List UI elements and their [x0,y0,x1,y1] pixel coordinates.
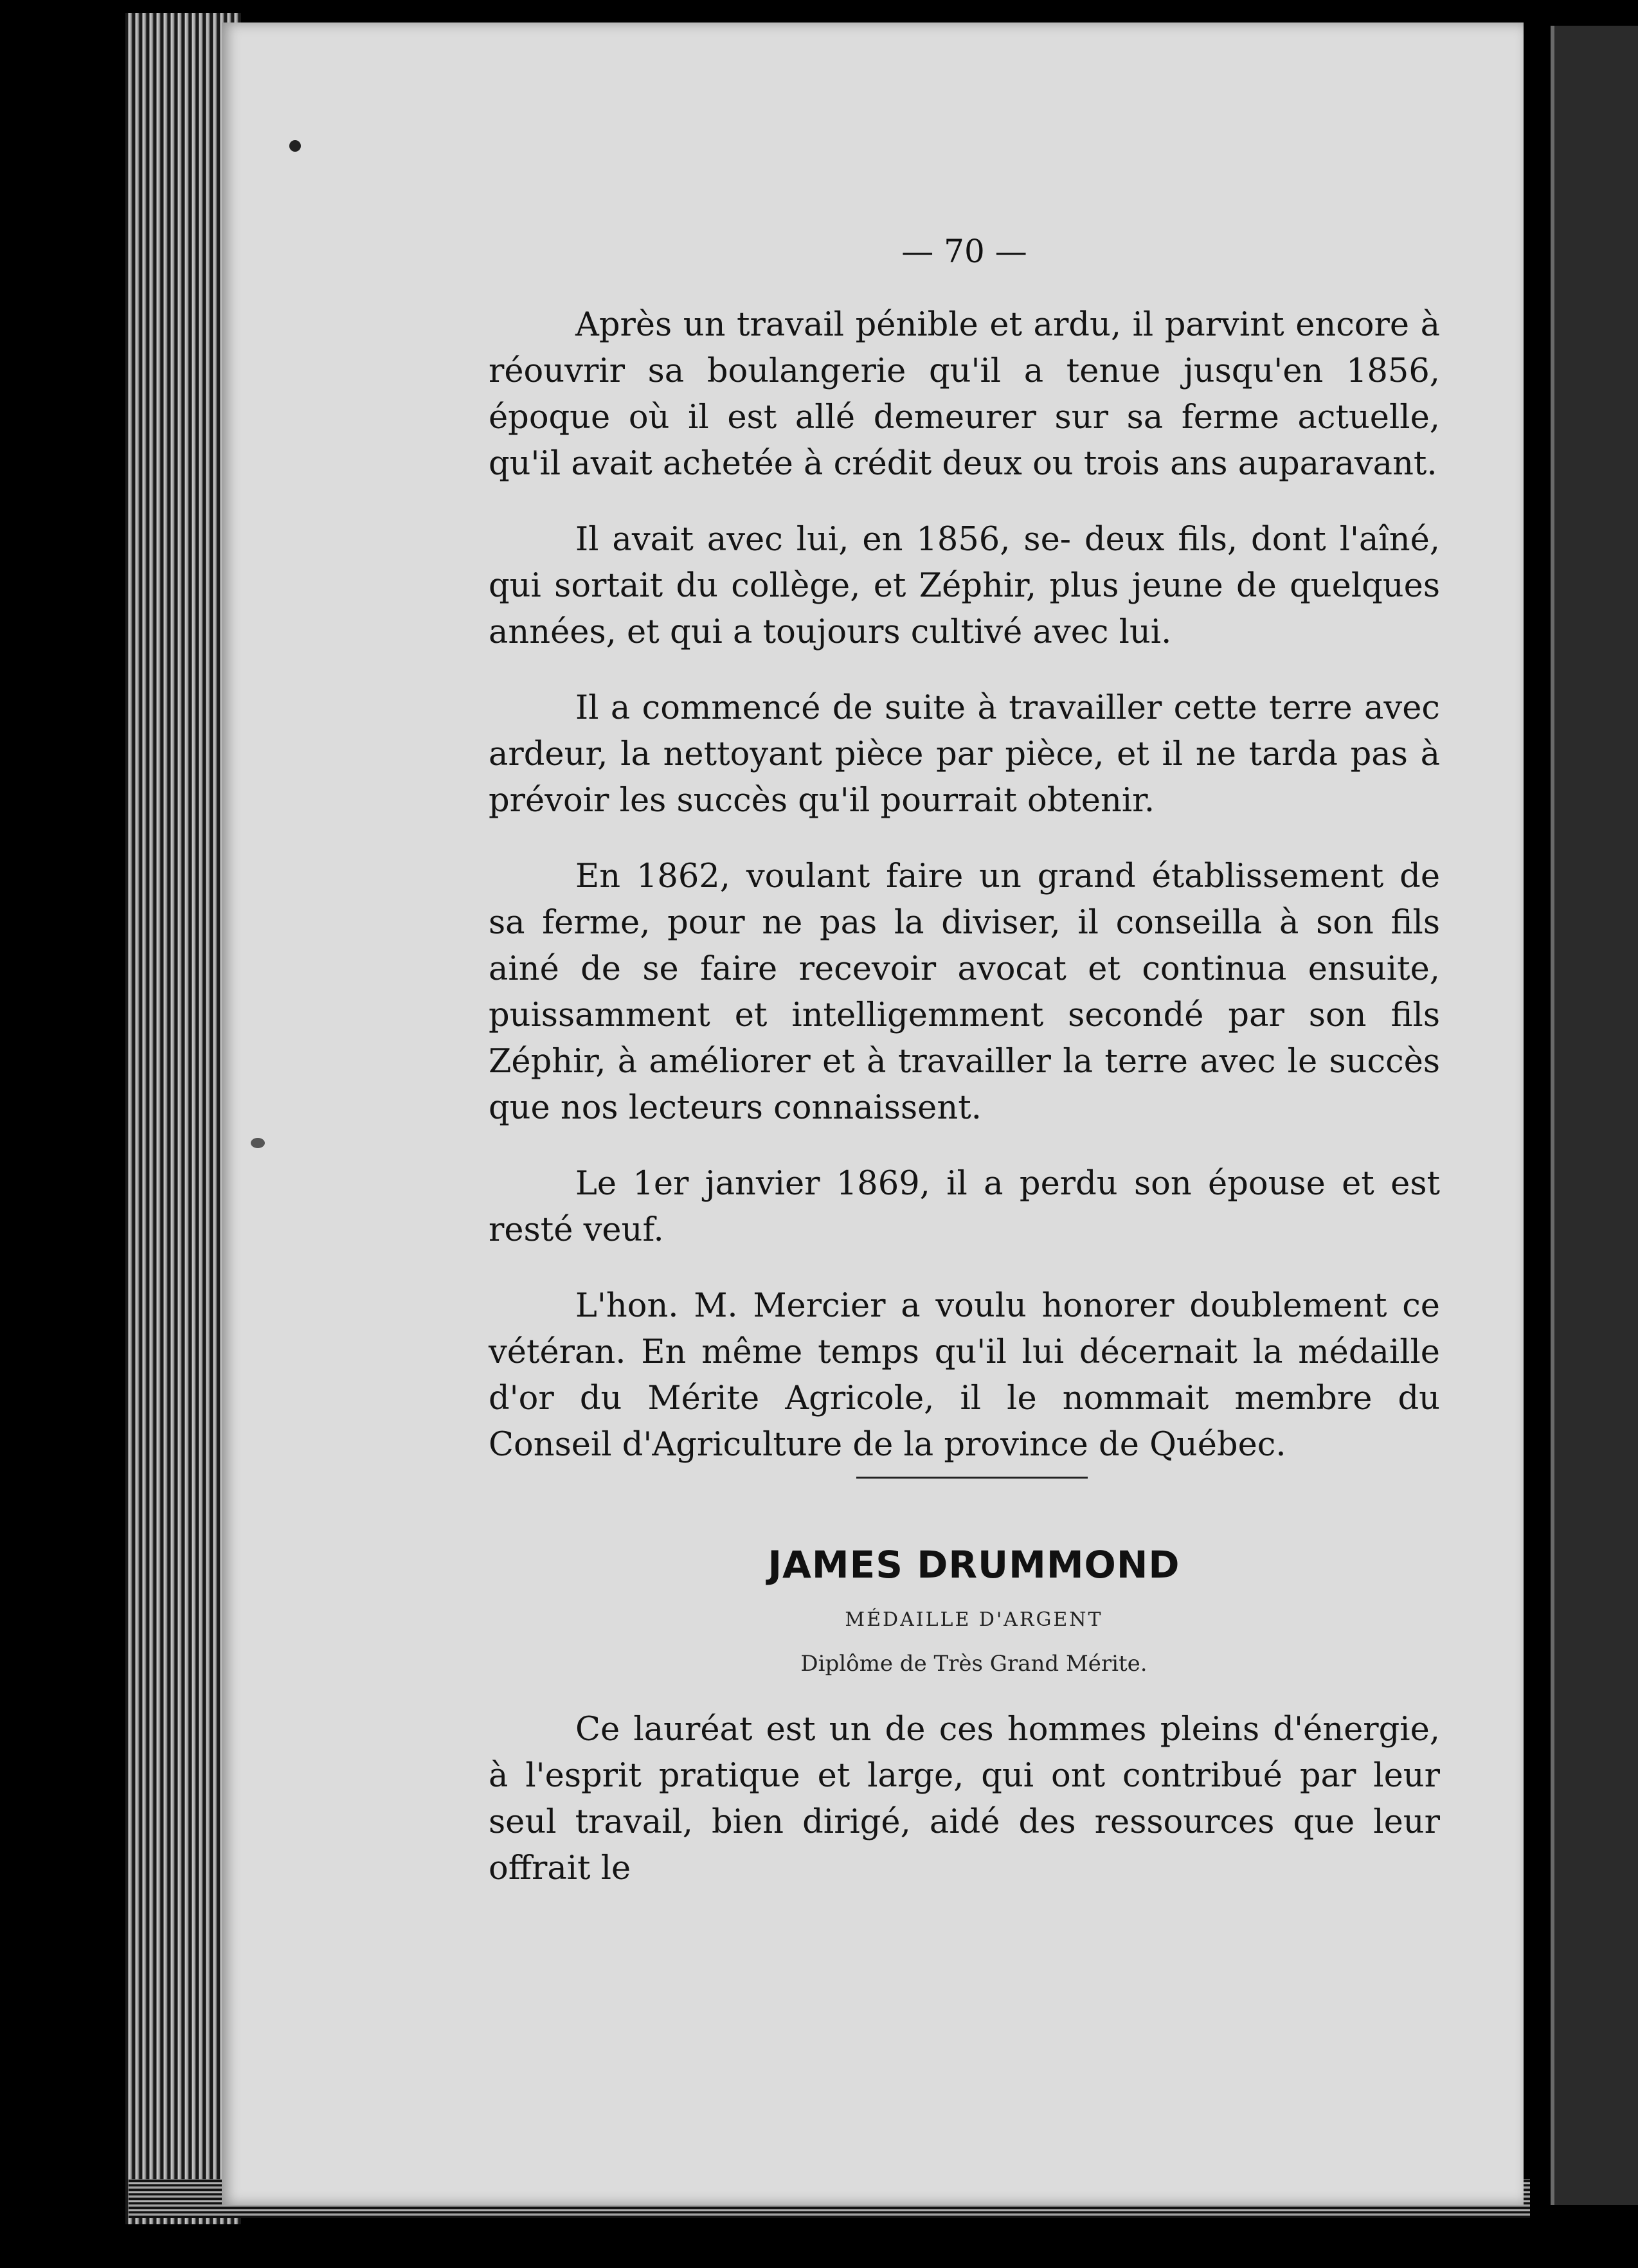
page-number: — 70 — [901,233,1027,270]
adjacent-page [1551,26,1638,2205]
body-text-upper [489,302,1440,1498]
section-heading: JAMES DRUMMOND [768,1543,1180,1587]
paragraph: Après un travail pénible et ardu, il parvint encore à réouvrir sa boulangerie qu'il a tenue jusqu'en 1856, époque où il est allé demeurer sur sa ferme actuelle, qu'il avait achetée à crédit deux ou trois ans auparavant. [489,306,1440,483]
diploma-subheading: Diplôme de Très Grand Mérite. [800,1651,1148,1677]
body-text-lower [489,1707,1440,1922]
medal-subheading: MÉDAILLE D'ARGENT [845,1608,1103,1631]
section-divider [856,1477,1088,1479]
paragraph: L'hon. M. Mercier a voulu honorer doublement ce vétéran. En même temps qu'il lui décernait la médaille d'or du Mérite Agricole, il le nommait membre du Conseil d'Agriculture de la province de Québec. [489,1287,1440,1464]
ink-speck [251,1138,265,1148]
paragraph: En 1862, voulant faire un grand établissement de sa ferme, pour ne pas la diviser, il conseilla à son fils ainé de se faire recevoir avocat et continua ensuite, puissamment et intelligemment secondé par son fils Zéphir, à améliorer et à travailler la terre avec le succès que nos lecteurs connaissent. [489,858,1440,1127]
ink-speck [289,140,301,152]
paragraph: Il avait avec lui, en 1856, se- deux fils, dont l'aîné, qui sortait du collège, et Zéphir, plus jeune de quelques années, et qui a toujours cultivé avec lui. [489,521,1440,651]
paragraph: Le 1er janvier 1869, il a perdu son épouse et est resté veuf. [489,1165,1440,1249]
paragraph: Ce lauréat est un de ces hommes pleins d'énergie, à l'esprit pratique et large, qui ont contribué par leur seul travail, bien dirigé, aidé des ressources que leur offrait le [489,1711,1440,1887]
paragraph: Il a commencé de suite à travailler cette terre avec ardeur, la nettoyant pièce par pièce, et il ne tarda pas à prévoir les succès qu'il pourrait obtenir. [489,689,1440,820]
